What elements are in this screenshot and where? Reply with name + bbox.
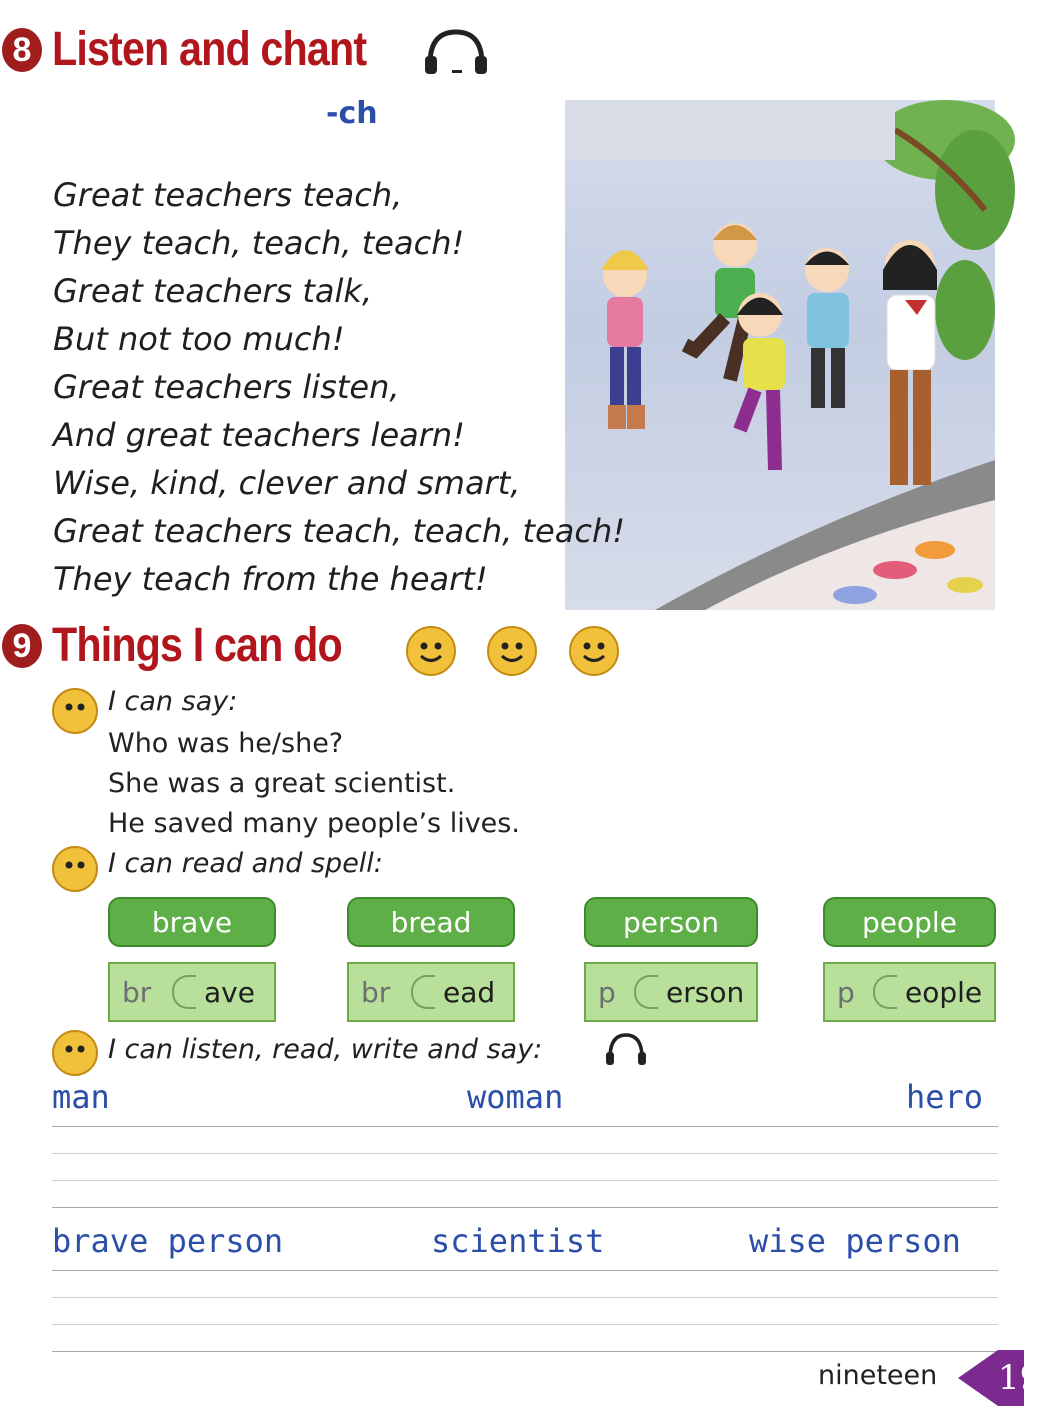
- spelling-puzzle: [108, 962, 276, 1022]
- listen-write-heading: I can listen, read, write and say:: [108, 1034, 543, 1065]
- puzzle-notch: [411, 975, 435, 1009]
- say-line: He saved many people’s lives.: [108, 808, 520, 839]
- sound-label: -ch: [326, 96, 378, 131]
- poem-line: They teach, teach, teach!: [53, 224, 465, 262]
- section-9-number-badge: 9: [2, 624, 42, 668]
- section-8-number-badge: 8: [2, 28, 42, 72]
- word-pill[interactable]: people: [823, 897, 996, 947]
- page-word: nineteen: [818, 1360, 938, 1391]
- section-9-title: Things I can do: [52, 619, 342, 672]
- write-word: woman: [467, 1078, 564, 1116]
- spelling-puzzle: [584, 962, 758, 1022]
- writing-line[interactable]: [52, 1324, 998, 1325]
- puzzle-prefix: p: [598, 975, 616, 1009]
- puzzle-rest: ave: [204, 975, 255, 1009]
- smiley-bullet-icon: [52, 846, 98, 892]
- writing-line[interactable]: [52, 1126, 998, 1127]
- headphones-icon[interactable]: [604, 1030, 648, 1068]
- puzzle-notch: [873, 975, 897, 1009]
- read-spell-heading: I can read and spell:: [108, 848, 383, 879]
- write-word: wise person: [749, 1222, 961, 1260]
- word-pill[interactable]: bread: [347, 897, 515, 947]
- puzzle-rest: erson: [666, 975, 745, 1009]
- say-line: She was a great scientist.: [108, 768, 456, 799]
- smiley-rating-icon[interactable]: [406, 626, 456, 676]
- write-word: man: [52, 1078, 110, 1116]
- write-word: scientist: [431, 1222, 605, 1260]
- poem-line: Great teachers talk,: [53, 272, 373, 310]
- say-line: Who was he/she?: [108, 728, 344, 759]
- headphones-icon[interactable]: [422, 26, 490, 78]
- writing-line[interactable]: [52, 1180, 998, 1181]
- write-word: brave person: [52, 1222, 284, 1260]
- smiley-bullet-icon: [52, 688, 98, 734]
- poem-line: And great teachers learn!: [53, 416, 465, 454]
- word-pill[interactable]: person: [584, 897, 758, 947]
- smiley-bullet-icon: [52, 1030, 98, 1076]
- puzzle-prefix: p: [837, 975, 855, 1009]
- poem-line: Wise, kind, clever and smart,: [53, 464, 521, 502]
- puzzle-prefix: br: [361, 975, 391, 1009]
- page-number-tab: [958, 1348, 1041, 1408]
- poem-line: Great teachers teach,: [53, 176, 403, 214]
- smiley-rating-icon[interactable]: [487, 626, 537, 676]
- puzzle-rest: ead: [443, 975, 496, 1009]
- puzzle-rest: eople: [905, 975, 983, 1009]
- write-word: hero: [906, 1078, 984, 1116]
- writing-line[interactable]: [52, 1351, 998, 1352]
- spelling-puzzle: [823, 962, 996, 1022]
- writing-line[interactable]: [52, 1153, 998, 1154]
- smiley-rating-icon[interactable]: [569, 626, 619, 676]
- poem-line: They teach from the heart!: [53, 560, 488, 598]
- spelling-puzzle: [347, 962, 515, 1022]
- section-8-title: Listen and chant: [52, 23, 367, 76]
- writing-line[interactable]: [52, 1207, 998, 1208]
- puzzle-prefix: br: [122, 975, 152, 1009]
- word-pill[interactable]: brave: [108, 897, 276, 947]
- puzzle-notch: [172, 975, 196, 1009]
- chant-illustration: [565, 100, 995, 610]
- page-number: 19: [998, 1358, 1041, 1398]
- can-say-heading: I can say:: [108, 686, 238, 717]
- puzzle-notch: [634, 975, 658, 1009]
- writing-line[interactable]: [52, 1297, 998, 1298]
- writing-line[interactable]: [52, 1270, 998, 1271]
- poem-line: Great teachers listen,: [53, 368, 400, 406]
- poem-line: Great teachers teach, teach, teach!: [53, 512, 626, 550]
- poem-line: But not too much!: [53, 320, 345, 358]
